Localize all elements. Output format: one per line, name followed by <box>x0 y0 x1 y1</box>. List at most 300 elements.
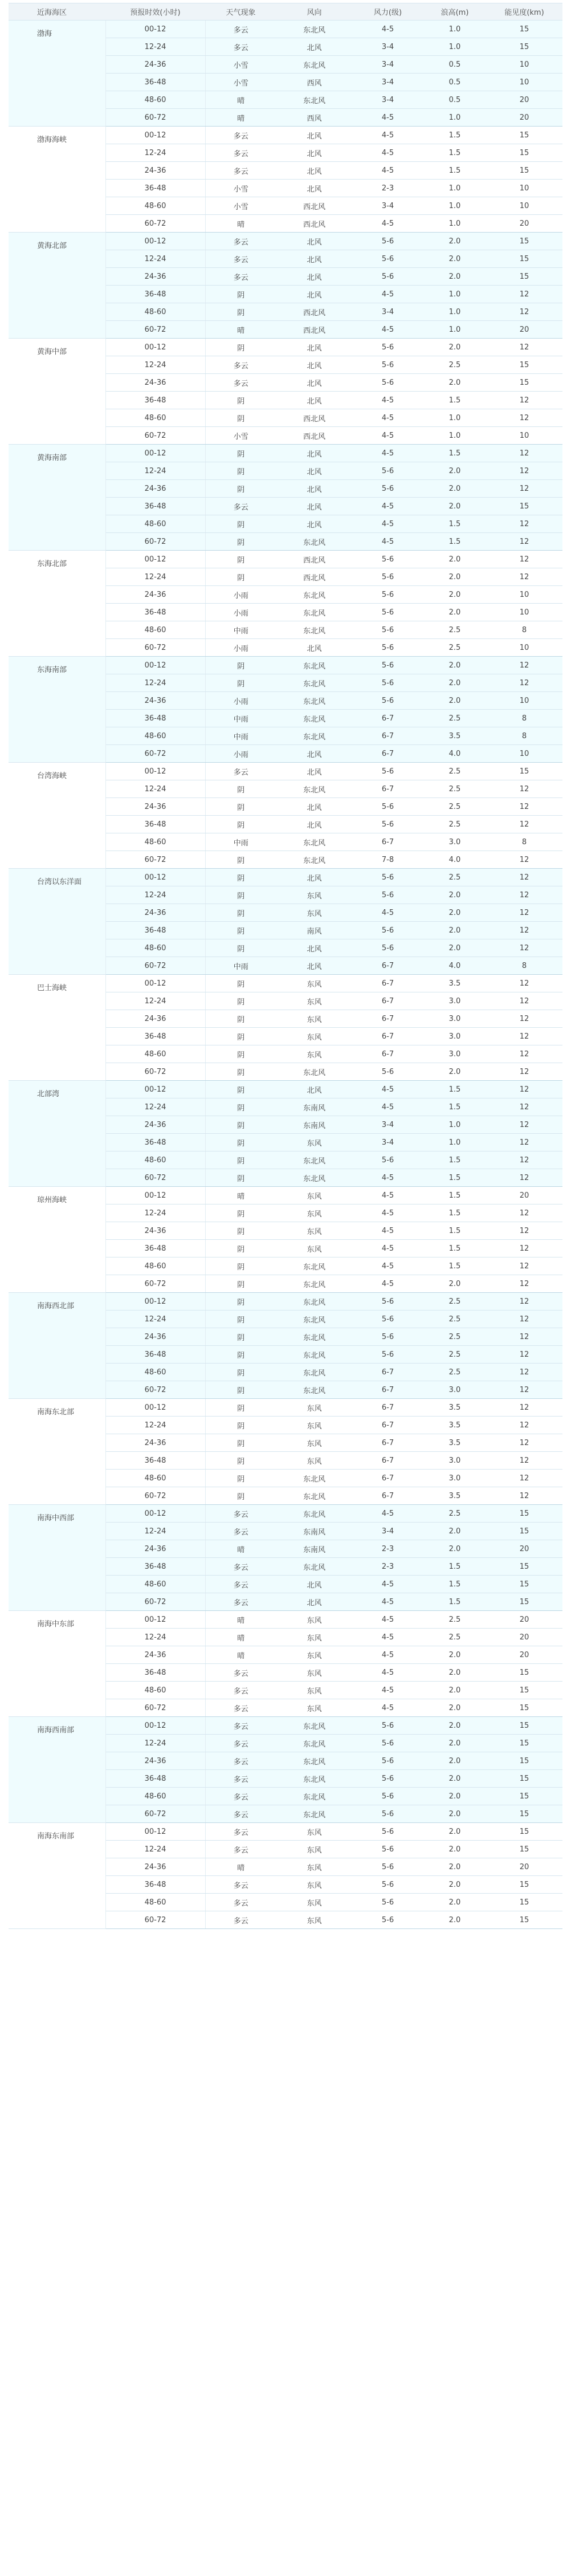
wind-force-cell: 2-3 <box>352 180 423 197</box>
wind-direction-cell: 东北风 <box>276 1788 352 1805</box>
visibility-cell: 15 <box>486 1664 562 1682</box>
wind-direction-cell: 东风 <box>276 1858 352 1876</box>
wind-force-cell: 5-6 <box>352 356 423 374</box>
visibility-cell: 10 <box>486 197 562 215</box>
wind-direction-cell: 东风 <box>276 1045 352 1063</box>
visibility-cell: 12 <box>486 780 562 798</box>
forecast-period-cell: 60-72 <box>105 321 205 339</box>
weather-cell: 多云 <box>205 1770 276 1788</box>
wind-direction-cell: 东北风 <box>276 692 352 710</box>
wind-direction-cell: 东风 <box>276 1894 352 1911</box>
visibility-cell: 15 <box>486 1523 562 1540</box>
header-wind-direction: 风向 <box>276 3 352 21</box>
wind-direction-cell: 东风 <box>276 1664 352 1682</box>
weather-cell: 中雨 <box>205 621 276 639</box>
sea-area-name: 南海中西部 <box>9 1505 105 1611</box>
wind-force-cell: 6-7 <box>352 1045 423 1063</box>
visibility-cell: 12 <box>486 480 562 498</box>
wind-force-cell: 4-5 <box>352 1611 423 1629</box>
wave-height-cell: 3.0 <box>423 1381 486 1399</box>
weather-cell: 阴 <box>205 1063 276 1081</box>
visibility-cell: 15 <box>486 127 562 144</box>
wave-height-cell: 2.0 <box>423 551 486 568</box>
wind-force-cell: 5-6 <box>352 1151 423 1169</box>
wind-force-cell: 4-5 <box>352 321 423 339</box>
wind-force-cell: 5-6 <box>352 339 423 356</box>
forecast-period-cell: 00-12 <box>105 1081 205 1098</box>
wind-force-cell: 5-6 <box>352 1805 423 1823</box>
forecast-period-cell: 12-24 <box>105 356 205 374</box>
wave-height-cell: 2.0 <box>423 1911 486 1929</box>
weather-cell: 晴 <box>205 321 276 339</box>
forecast-period-cell: 36-48 <box>105 286 205 303</box>
wind-force-cell: 7-8 <box>352 851 423 869</box>
weather-cell: 多云 <box>205 250 276 268</box>
wave-height-cell: 2.5 <box>423 1505 486 1523</box>
wave-height-cell: 4.0 <box>423 851 486 869</box>
wind-direction-cell: 东北风 <box>276 91 352 109</box>
forecast-period-cell: 24-36 <box>105 692 205 710</box>
visibility-cell: 12 <box>486 1028 562 1045</box>
wind-direction-cell: 东北风 <box>276 1752 352 1770</box>
visibility-cell: 12 <box>486 392 562 409</box>
visibility-cell: 12 <box>486 1169 562 1187</box>
weather-cell: 小雨 <box>205 586 276 604</box>
weather-cell: 多云 <box>205 1805 276 1823</box>
visibility-cell: 12 <box>486 1134 562 1151</box>
weather-cell: 多云 <box>205 1558 276 1576</box>
forecast-period-cell: 12-24 <box>105 250 205 268</box>
wave-height-cell: 2.5 <box>423 639 486 657</box>
wind-force-cell: 5-6 <box>352 551 423 568</box>
sea-area-name: 东海南部 <box>9 657 105 763</box>
wave-height-cell: 1.0 <box>423 180 486 197</box>
wave-height-cell: 1.0 <box>423 321 486 339</box>
weather-cell: 小雪 <box>205 74 276 91</box>
table-body <box>9 21 562 1929</box>
weather-cell: 阴 <box>205 657 276 674</box>
forecast-period-cell: 00-12 <box>105 1293 205 1311</box>
wind-force-cell: 4-5 <box>352 1081 423 1098</box>
weather-cell: 阴 <box>205 1399 276 1417</box>
forecast-period-cell: 24-36 <box>105 1858 205 1876</box>
weather-cell: 多云 <box>205 356 276 374</box>
wind-direction-cell: 东风 <box>276 1187 352 1204</box>
forecast-period-cell: 36-48 <box>105 498 205 515</box>
wind-force-cell: 5-6 <box>352 1328 423 1346</box>
wave-height-cell: 3.0 <box>423 833 486 851</box>
wind-direction-cell: 东北风 <box>276 1770 352 1788</box>
weather-cell: 多云 <box>205 1593 276 1611</box>
wind-force-cell: 5-6 <box>352 922 423 939</box>
wind-direction-cell: 北风 <box>276 1081 352 1098</box>
wind-direction-cell: 东风 <box>276 1629 352 1646</box>
wind-force-cell: 4-5 <box>352 1240 423 1258</box>
wind-direction-cell: 北风 <box>276 374 352 392</box>
wind-force-cell: 6-7 <box>352 1470 423 1487</box>
header-row <box>9 3 562 21</box>
forecast-period-cell: 00-12 <box>105 21 205 38</box>
wave-height-cell: 1.0 <box>423 21 486 38</box>
wind-direction-cell: 东风 <box>276 1417 352 1434</box>
sea-area-name: 黄海北部 <box>9 233 105 339</box>
wind-direction-cell: 东北风 <box>276 56 352 74</box>
wave-height-cell: 1.0 <box>423 197 486 215</box>
wind-direction-cell: 东北风 <box>276 533 352 551</box>
wind-direction-cell: 西北风 <box>276 568 352 586</box>
wave-height-cell: 2.0 <box>423 1540 486 1558</box>
wind-direction-cell: 东北风 <box>276 1328 352 1346</box>
visibility-cell: 10 <box>486 586 562 604</box>
wave-height-cell: 1.5 <box>423 1576 486 1593</box>
visibility-cell: 8 <box>486 957 562 975</box>
forecast-period-cell: 24-36 <box>105 1646 205 1664</box>
wind-force-cell: 5-6 <box>352 1293 423 1311</box>
weather-cell: 多云 <box>205 1664 276 1682</box>
wind-direction-cell: 东北风 <box>276 1169 352 1187</box>
weather-cell: 阴 <box>205 515 276 533</box>
visibility-cell: 8 <box>486 833 562 851</box>
weather-cell: 阴 <box>205 445 276 462</box>
wind-direction-cell: 东北风 <box>276 1487 352 1505</box>
forecast-period-cell: 12-24 <box>105 780 205 798</box>
wind-force-cell: 3-4 <box>352 1134 423 1151</box>
wind-direction-cell: 东北风 <box>276 1558 352 1576</box>
forecast-period-cell: 60-72 <box>105 1063 205 1081</box>
wind-direction-cell: 西北风 <box>276 409 352 427</box>
sea-area-name: 南海东南部 <box>9 1823 105 1929</box>
weather-cell: 晴 <box>205 1646 276 1664</box>
weather-cell: 晴 <box>205 1187 276 1204</box>
wave-height-cell: 1.5 <box>423 445 486 462</box>
weather-cell: 晴 <box>205 109 276 127</box>
forecast-period-cell: 60-72 <box>105 957 205 975</box>
visibility-cell: 8 <box>486 621 562 639</box>
visibility-cell: 15 <box>486 38 562 56</box>
weather-cell: 晴 <box>205 1540 276 1558</box>
wind-force-cell: 3-4 <box>352 56 423 74</box>
wind-force-cell: 6-7 <box>352 780 423 798</box>
wind-direction-cell: 东风 <box>276 1434 352 1452</box>
header-weather: 天气现象 <box>205 3 276 21</box>
forecast-period-cell: 48-60 <box>105 1788 205 1805</box>
wind-direction-cell: 东风 <box>276 1240 352 1258</box>
visibility-cell: 15 <box>486 1841 562 1858</box>
weather-cell: 阴 <box>205 1258 276 1275</box>
wind-direction-cell: 东风 <box>276 1911 352 1929</box>
weather-cell: 阴 <box>205 1346 276 1364</box>
weather-cell: 阴 <box>205 1364 276 1381</box>
weather-cell: 阴 <box>205 904 276 922</box>
forecast-period-cell: 12-24 <box>105 568 205 586</box>
wind-direction-cell: 东南风 <box>276 1098 352 1116</box>
visibility-cell: 12 <box>486 462 562 480</box>
forecast-period-cell: 48-60 <box>105 727 205 745</box>
wind-direction-cell: 西风 <box>276 109 352 127</box>
table-row <box>9 21 562 38</box>
wave-height-cell: 2.0 <box>423 1894 486 1911</box>
table-header <box>9 3 562 21</box>
wind-direction-cell: 北风 <box>276 127 352 144</box>
forecast-table-container <box>9 0 562 1929</box>
wind-direction-cell: 东北风 <box>276 851 352 869</box>
wind-force-cell: 5-6 <box>352 604 423 621</box>
visibility-cell: 10 <box>486 74 562 91</box>
wave-height-cell: 1.5 <box>423 392 486 409</box>
visibility-cell: 10 <box>486 604 562 621</box>
sea-area-name: 台湾海峡 <box>9 763 105 869</box>
wind-force-cell: 5-6 <box>352 250 423 268</box>
visibility-cell: 12 <box>486 286 562 303</box>
wind-direction-cell: 东风 <box>276 1841 352 1858</box>
wind-direction-cell: 东北风 <box>276 1717 352 1735</box>
forecast-period-cell: 36-48 <box>105 1028 205 1045</box>
wave-height-cell: 2.0 <box>423 1275 486 1293</box>
weather-cell: 阴 <box>205 816 276 833</box>
visibility-cell: 12 <box>486 1328 562 1346</box>
visibility-cell: 12 <box>486 1222 562 1240</box>
visibility-cell: 20 <box>486 321 562 339</box>
visibility-cell: 15 <box>486 1558 562 1576</box>
visibility-cell: 12 <box>486 1098 562 1116</box>
wave-height-cell: 1.5 <box>423 1187 486 1204</box>
wind-force-cell: 5-6 <box>352 1841 423 1858</box>
forecast-period-cell: 60-72 <box>105 1381 205 1399</box>
weather-cell: 阴 <box>205 992 276 1010</box>
wind-force-cell: 4-5 <box>352 21 423 38</box>
wave-height-cell: 2.0 <box>423 339 486 356</box>
wind-direction-cell: 北风 <box>276 515 352 533</box>
weather-cell: 阴 <box>205 869 276 886</box>
weather-cell: 阴 <box>205 1222 276 1240</box>
forecast-period-cell: 48-60 <box>105 1470 205 1487</box>
wave-height-cell: 2.5 <box>423 1364 486 1381</box>
wind-force-cell: 5-6 <box>352 268 423 286</box>
wind-force-cell: 4-5 <box>352 286 423 303</box>
table-row <box>9 1399 562 1417</box>
wind-force-cell: 6-7 <box>352 833 423 851</box>
wind-force-cell: 5-6 <box>352 798 423 816</box>
wind-force-cell: 6-7 <box>352 1010 423 1028</box>
forecast-period-cell: 60-72 <box>105 1699 205 1717</box>
wind-direction-cell: 东风 <box>276 1222 352 1240</box>
wind-direction-cell: 东风 <box>276 904 352 922</box>
forecast-period-cell: 60-72 <box>105 1275 205 1293</box>
weather-cell: 多云 <box>205 127 276 144</box>
wave-height-cell: 2.0 <box>423 1063 486 1081</box>
sea-area-name: 南海西南部 <box>9 1717 105 1823</box>
wind-direction-cell: 南风 <box>276 922 352 939</box>
visibility-cell: 12 <box>486 1381 562 1399</box>
visibility-cell: 12 <box>486 1399 562 1417</box>
wave-height-cell: 2.0 <box>423 1523 486 1540</box>
weather-cell: 多云 <box>205 1752 276 1770</box>
wind-force-cell: 5-6 <box>352 674 423 692</box>
weather-cell: 阴 <box>205 1028 276 1045</box>
table-row <box>9 657 562 674</box>
wind-direction-cell: 东北风 <box>276 621 352 639</box>
wind-direction-cell: 东北风 <box>276 604 352 621</box>
wind-force-cell: 6-7 <box>352 1434 423 1452</box>
wind-direction-cell: 北风 <box>276 745 352 763</box>
wave-height-cell: 3.5 <box>423 1434 486 1452</box>
wave-height-cell: 2.0 <box>423 1823 486 1841</box>
weather-cell: 阴 <box>205 533 276 551</box>
wave-height-cell: 1.5 <box>423 1558 486 1576</box>
weather-cell: 阴 <box>205 1328 276 1346</box>
wave-height-cell: 2.0 <box>423 250 486 268</box>
forecast-period-cell: 60-72 <box>105 745 205 763</box>
header-area: 近海海区 <box>9 3 105 21</box>
forecast-period-cell: 00-12 <box>105 1399 205 1417</box>
weather-cell: 多云 <box>205 1735 276 1752</box>
wind-force-cell: 4-5 <box>352 498 423 515</box>
wind-direction-cell: 北风 <box>276 480 352 498</box>
wind-direction-cell: 东北风 <box>276 1311 352 1328</box>
wind-force-cell: 6-7 <box>352 1028 423 1045</box>
wind-force-cell: 4-5 <box>352 1222 423 1240</box>
visibility-cell: 15 <box>486 1752 562 1770</box>
wave-height-cell: 4.0 <box>423 957 486 975</box>
wind-direction-cell: 东南风 <box>276 1523 352 1540</box>
visibility-cell: 12 <box>486 1045 562 1063</box>
wind-direction-cell: 东南风 <box>276 1540 352 1558</box>
wave-height-cell: 4.0 <box>423 745 486 763</box>
wave-height-cell: 2.0 <box>423 1770 486 1788</box>
wind-force-cell: 5-6 <box>352 886 423 904</box>
wind-force-cell: 6-7 <box>352 1381 423 1399</box>
forecast-period-cell: 36-48 <box>105 1452 205 1470</box>
wind-direction-cell: 东风 <box>276 1823 352 1841</box>
weather-cell: 多云 <box>205 1699 276 1717</box>
forecast-period-cell: 24-36 <box>105 1752 205 1770</box>
wave-height-cell: 2.0 <box>423 692 486 710</box>
wind-force-cell: 6-7 <box>352 1452 423 1470</box>
wave-height-cell: 1.5 <box>423 515 486 533</box>
weather-cell: 阴 <box>205 1417 276 1434</box>
visibility-cell: 12 <box>486 869 562 886</box>
visibility-cell: 12 <box>486 939 562 957</box>
visibility-cell: 15 <box>486 1576 562 1593</box>
sea-area-name: 巴士海峡 <box>9 975 105 1081</box>
wind-force-cell: 4-5 <box>352 904 423 922</box>
forecast-period-cell: 36-48 <box>105 922 205 939</box>
visibility-cell: 12 <box>486 1240 562 1258</box>
wave-height-cell: 2.0 <box>423 1805 486 1823</box>
wind-force-cell: 5-6 <box>352 1063 423 1081</box>
forecast-period-cell: 24-36 <box>105 1222 205 1240</box>
wave-height-cell: 2.0 <box>423 462 486 480</box>
forecast-period-cell: 48-60 <box>105 1894 205 1911</box>
weather-cell: 阴 <box>205 851 276 869</box>
wind-force-cell: 5-6 <box>352 462 423 480</box>
forecast-period-cell: 60-72 <box>105 109 205 127</box>
visibility-cell: 12 <box>486 1487 562 1505</box>
wind-direction-cell: 东风 <box>276 1028 352 1045</box>
weather-cell: 多云 <box>205 1894 276 1911</box>
forecast-period-cell: 48-60 <box>105 409 205 427</box>
visibility-cell: 12 <box>486 975 562 992</box>
table-row <box>9 445 562 462</box>
wind-force-cell: 5-6 <box>352 1346 423 1364</box>
wind-direction-cell: 西北风 <box>276 427 352 445</box>
weather-cell: 阴 <box>205 339 276 356</box>
forecast-period-cell: 24-36 <box>105 1010 205 1028</box>
wind-force-cell: 5-6 <box>352 568 423 586</box>
visibility-cell: 8 <box>486 710 562 727</box>
wind-force-cell: 4-5 <box>352 427 423 445</box>
weather-cell: 阴 <box>205 1045 276 1063</box>
visibility-cell: 12 <box>486 1452 562 1470</box>
weather-cell: 阴 <box>205 1010 276 1028</box>
table-row <box>9 233 562 250</box>
wave-height-cell: 3.5 <box>423 975 486 992</box>
weather-cell: 阴 <box>205 1204 276 1222</box>
wind-force-cell: 5-6 <box>352 1770 423 1788</box>
wave-height-cell: 1.5 <box>423 1222 486 1240</box>
wave-height-cell: 2.5 <box>423 621 486 639</box>
weather-cell: 晴 <box>205 1629 276 1646</box>
wind-direction-cell: 北风 <box>276 939 352 957</box>
wind-direction-cell: 东风 <box>276 1204 352 1222</box>
wave-height-cell: 1.5 <box>423 1098 486 1116</box>
visibility-cell: 12 <box>486 551 562 568</box>
wave-height-cell: 1.5 <box>423 127 486 144</box>
wind-direction-cell: 北风 <box>276 957 352 975</box>
forecast-period-cell: 12-24 <box>105 992 205 1010</box>
weather-cell: 多云 <box>205 1876 276 1894</box>
wave-height-cell: 1.0 <box>423 286 486 303</box>
visibility-cell: 12 <box>486 1151 562 1169</box>
forecast-period-cell: 24-36 <box>105 798 205 816</box>
visibility-cell: 12 <box>486 1417 562 1434</box>
wave-height-cell: 2.5 <box>423 1346 486 1364</box>
weather-cell: 多云 <box>205 1505 276 1523</box>
wind-force-cell: 4-5 <box>352 1187 423 1204</box>
weather-cell: 阴 <box>205 462 276 480</box>
weather-cell: 阴 <box>205 886 276 904</box>
wave-height-cell: 2.0 <box>423 568 486 586</box>
wind-force-cell: 4-5 <box>352 1646 423 1664</box>
wave-height-cell: 2.0 <box>423 1752 486 1770</box>
forecast-period-cell: 36-48 <box>105 392 205 409</box>
forecast-period-cell: 00-12 <box>105 763 205 780</box>
weather-cell: 阴 <box>205 409 276 427</box>
visibility-cell: 12 <box>486 303 562 321</box>
wind-force-cell: 6-7 <box>352 1417 423 1434</box>
wind-force-cell: 3-4 <box>352 91 423 109</box>
weather-cell: 晴 <box>205 91 276 109</box>
wind-direction-cell: 东风 <box>276 1399 352 1417</box>
forecast-period-cell: 12-24 <box>105 1417 205 1434</box>
wind-direction-cell: 西北风 <box>276 321 352 339</box>
wind-force-cell: 2-3 <box>352 1540 423 1558</box>
wind-direction-cell: 东北风 <box>276 1258 352 1275</box>
wave-height-cell: 2.0 <box>423 904 486 922</box>
wind-force-cell: 5-6 <box>352 639 423 657</box>
wind-force-cell: 4-5 <box>352 162 423 180</box>
wind-force-cell: 6-7 <box>352 1399 423 1417</box>
wind-direction-cell: 东北风 <box>276 780 352 798</box>
wave-height-cell: 2.0 <box>423 939 486 957</box>
weather-cell: 小雨 <box>205 639 276 657</box>
forecast-period-cell: 36-48 <box>105 1134 205 1151</box>
wave-height-cell: 2.0 <box>423 1841 486 1858</box>
visibility-cell: 12 <box>486 674 562 692</box>
wind-direction-cell: 东北风 <box>276 1151 352 1169</box>
visibility-cell: 12 <box>486 409 562 427</box>
wind-direction-cell: 北风 <box>276 1593 352 1611</box>
